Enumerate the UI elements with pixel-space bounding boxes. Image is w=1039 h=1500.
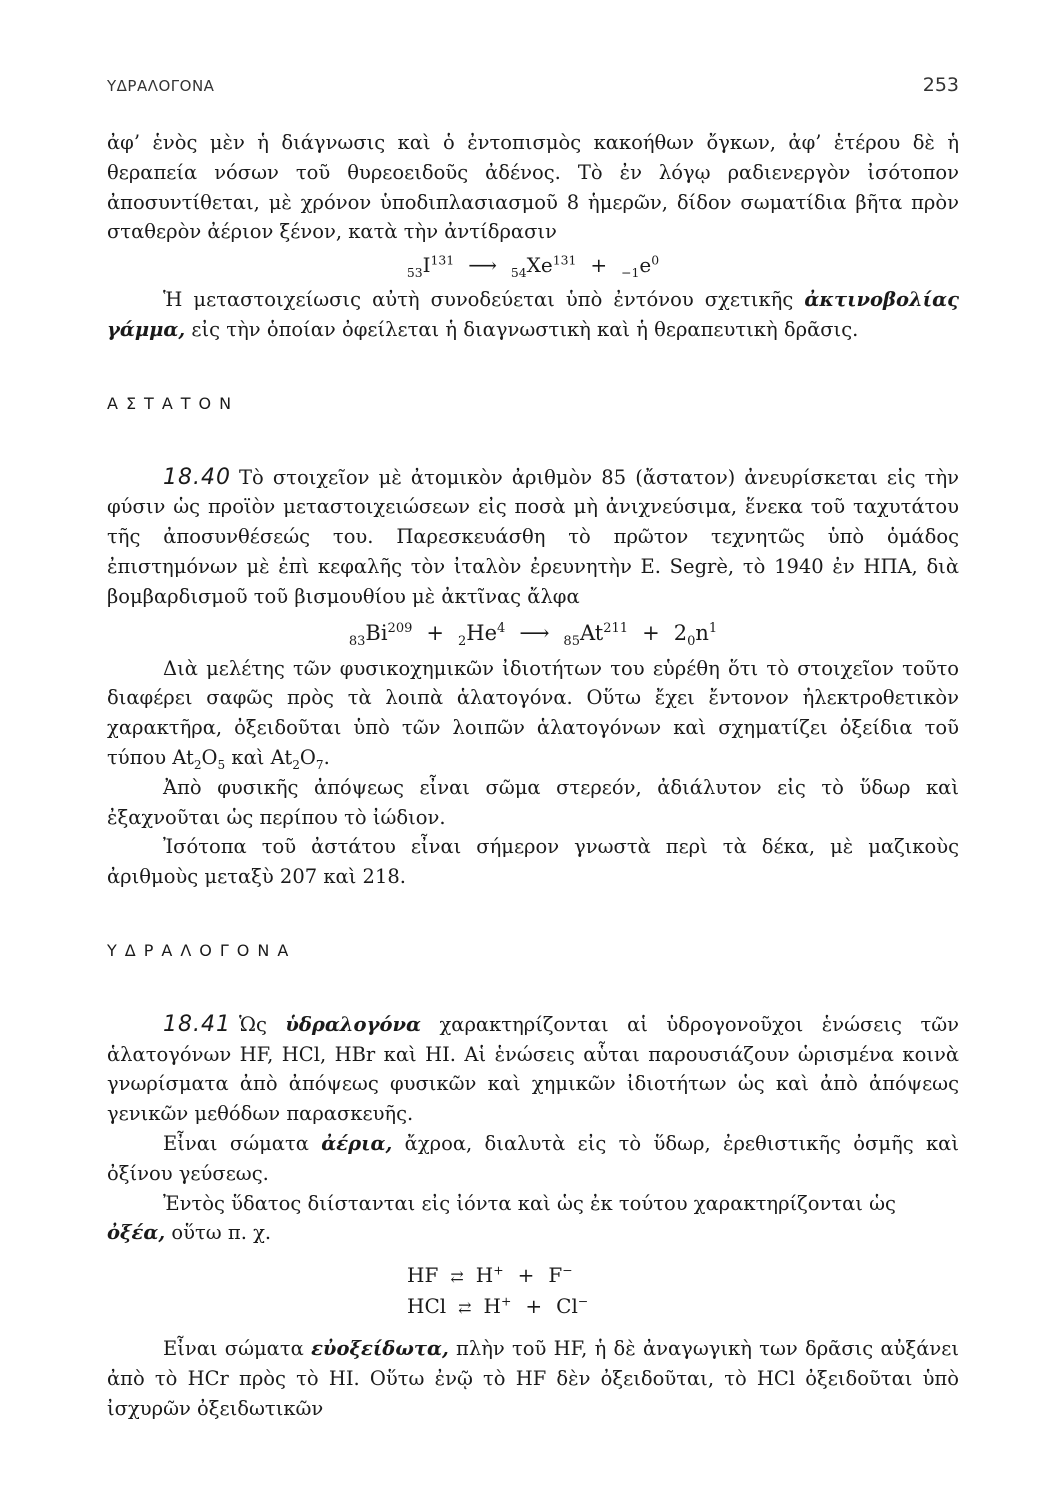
reaction-arrow: ⟶ bbox=[468, 253, 497, 278]
equation-iodine-decay: $_{53}I^{131}$ ⟶ $_{54}Xe^{131} + _{-1}e^0$ bbox=[107, 247, 959, 283]
equation-hcl-dissociation: HCl ⇄ H+ + Cl− bbox=[407, 1293, 589, 1319]
section-heading: ΑΣΤΑΤΟΝ bbox=[107, 393, 240, 413]
paragraph: Ἡ μεταστοιχείωσις αὐτὴ συνοδεύεται ὑπὸ ἐντόνου σχετικῆς ἀκτινοβολίας γάμμα, εἰς τὴν ὁποίαν ὀφείλεται ἡ διαγνωστικὴ καὶ ἡ θεραπευτικὴ δρᾶσις. bbox=[107, 288, 959, 341]
emphasis: ὀξέα, bbox=[107, 1221, 166, 1245]
equilibrium-arrow: ⇄ bbox=[458, 1297, 472, 1317]
emphasis: ὑδραλογόνα bbox=[285, 1012, 421, 1036]
equation-bismuth-bombardment: $_{83}Bi^{209} + _2He^4$ ⟶ $_{85}At^{211} + 2_0n^1$ bbox=[107, 612, 959, 654]
running-head: ΥΔΡΑΛΟΓΟΝΑ bbox=[107, 77, 215, 95]
paragraph: 18.41 Ὡς ὑδραλογόνα χαρακτηρίζονται αἱ ὑδρογονοῦχοι ἑνώσεις τῶν ἁλατογόνων HF, HCl, HBr καὶ HI. Αἱ ἑνώσεις αὗται παρουσιάζουν ὡρισμένα κοινὰ γνωρίσματα ἀπὸ ἀπόψεως φυσικῶν καὶ χημικῶν ἰδιοτήτων ὡς καὶ ἀπὸ ἀπόψεως γενικῶν μεθόδων παρασκευῆς. bbox=[107, 1011, 959, 1126]
section-number: 18.41 bbox=[163, 1011, 231, 1037]
page-header bbox=[107, 74, 959, 96]
reaction-arrow: ⟶ bbox=[519, 620, 550, 645]
emphasis: ἀέρια, bbox=[321, 1131, 393, 1155]
paragraph: ὀξέα, οὕτω π. χ. bbox=[107, 1221, 272, 1245]
paragraph: 18.40 Τὸ στοιχεῖον μὲ ἀτομικὸν ἀριθμὸν 85 (ἄστατον) ἀνευρίσκεται εἰς τὴν φύσιν ὡς προϊὸν μεταστοιχειώσεων εἰς ποσὰ μὴ ἀνιχνεύσιμα, ἕνεκα τοῦ ταχυτάτου τῆς ἀποσυνθέσεώς του. Παρεσκευάσθη τὸ πρῶτον τεχνητῶς ὑπὸ ὁμάδος ἐπιστημόνων μὲ ἐπὶ κεφαλῆς τὸν ἰταλὸν ἐρευνητὴν E. Segrè, τὸ 1940 ἐν ΗΠΑ, διὰ βομβαρδισμοῦ τοῦ βισμουθίου μὲ ἀκτῖνας ἄλφα bbox=[107, 464, 959, 608]
emphasis: εὐοξείδωτα, bbox=[311, 1337, 449, 1361]
equilibrium-arrow: ⇄ bbox=[450, 1266, 464, 1286]
equation-hf-dissociation: HF ⇄ H+ + F− bbox=[407, 1262, 573, 1288]
paragraph: Εἶναι σώματα εὐοξείδωτα, πλὴν τοῦ HF, ἡ δὲ ἀναγωγικὴ των δρᾶσις αὐξάνει ἀπὸ τὸ HCr πρὸς τὸ HI. Οὕτω ἐνῷ τὸ HF δὲν ὀξειδοῦται, τὸ HCl ὀξειδοῦται ὑπὸ ἰσχυρῶν ὀξειδωτικῶν bbox=[107, 1337, 959, 1420]
section-number: 18.40 bbox=[163, 464, 231, 490]
page-number: 253 bbox=[922, 74, 959, 96]
paragraph: Ἰσότοπα τοῦ ἀστάτου εἶναι σήμερον γνωστὰ περὶ τὰ δέκα, μὲ μαζικοὺς ἀριθμοὺς μεταξὺ 207 καὶ 218. bbox=[107, 835, 959, 889]
paragraph: ἀφ’ ἑνὸς μὲν ἡ διάγνωσις καὶ ὁ ἐντοπισμὸς κακοήθων ὄγκων, ἀφ’ ἑτέρου δὲ ἡ θεραπεία νόσων τοῦ θυρεοειδοῦς ἀδένος. Τὸ ἐν λόγῳ ραδιενεργὸν ἰσότοπον ἀποσυντίθεται, μὲ χρόνον ὑποδιπλασιασμοῦ 8 ἡμερῶν, δίδον σωματίδια βῆτα πρὸν σταθερὸν ἀέριον ξένον, κατὰ τὴν ἀντίδρασιν bbox=[107, 131, 959, 244]
emphasis: ἀκτινοβολίας γάμμα, bbox=[107, 288, 959, 341]
paragraph: Διὰ μελέτης τῶν φυσικοχημικῶν ἰδιοτήτων του εὑρέθη ὅτι τὸ στοιχεῖον τοῦτο διαφέρει σαφῶς πρὸς τὰ λοιπὰ ἁλατογόνα. Οὕτω ἔχει ἔντονον ἠλεκτροθετικὸν χαρακτῆρα, ὀξειδοῦται ὑπὸ τῶν λοιπῶν ἁλατογόνων καὶ σχηματίζει ὀξείδια τοῦ τύπου $At_2O_5$ καὶ $At_2O_7$. bbox=[107, 656, 959, 772]
page-body bbox=[107, 128, 959, 1424]
paragraph: Ἐντὸς ὕδατος διίστανται εἰς ἰόντα καὶ ὡς ἐκ τούτου χαρακτηρίζονται ὡς bbox=[163, 1191, 896, 1215]
section-heading: ΥΔΡΑΛΟΓΟΝΑ bbox=[107, 940, 297, 960]
paragraph: Ἀπὸ φυσικῆς ἀπόψεως εἶναι σῶμα στερεόν, ἀδιάλυτον εἰς τὸ ὕδωρ καὶ ἐξαχνοῦται ὡς περίπου τὸ ἰώδιον. bbox=[107, 775, 959, 829]
paragraph: Εἶναι σώματα ἀέρια, ἄχροα, διαλυτὰ εἰς τὸ ὕδωρ, ἐρεθιστικῆς ὀσμῆς καὶ ὀξίνου γεύσεως. bbox=[107, 1131, 959, 1185]
